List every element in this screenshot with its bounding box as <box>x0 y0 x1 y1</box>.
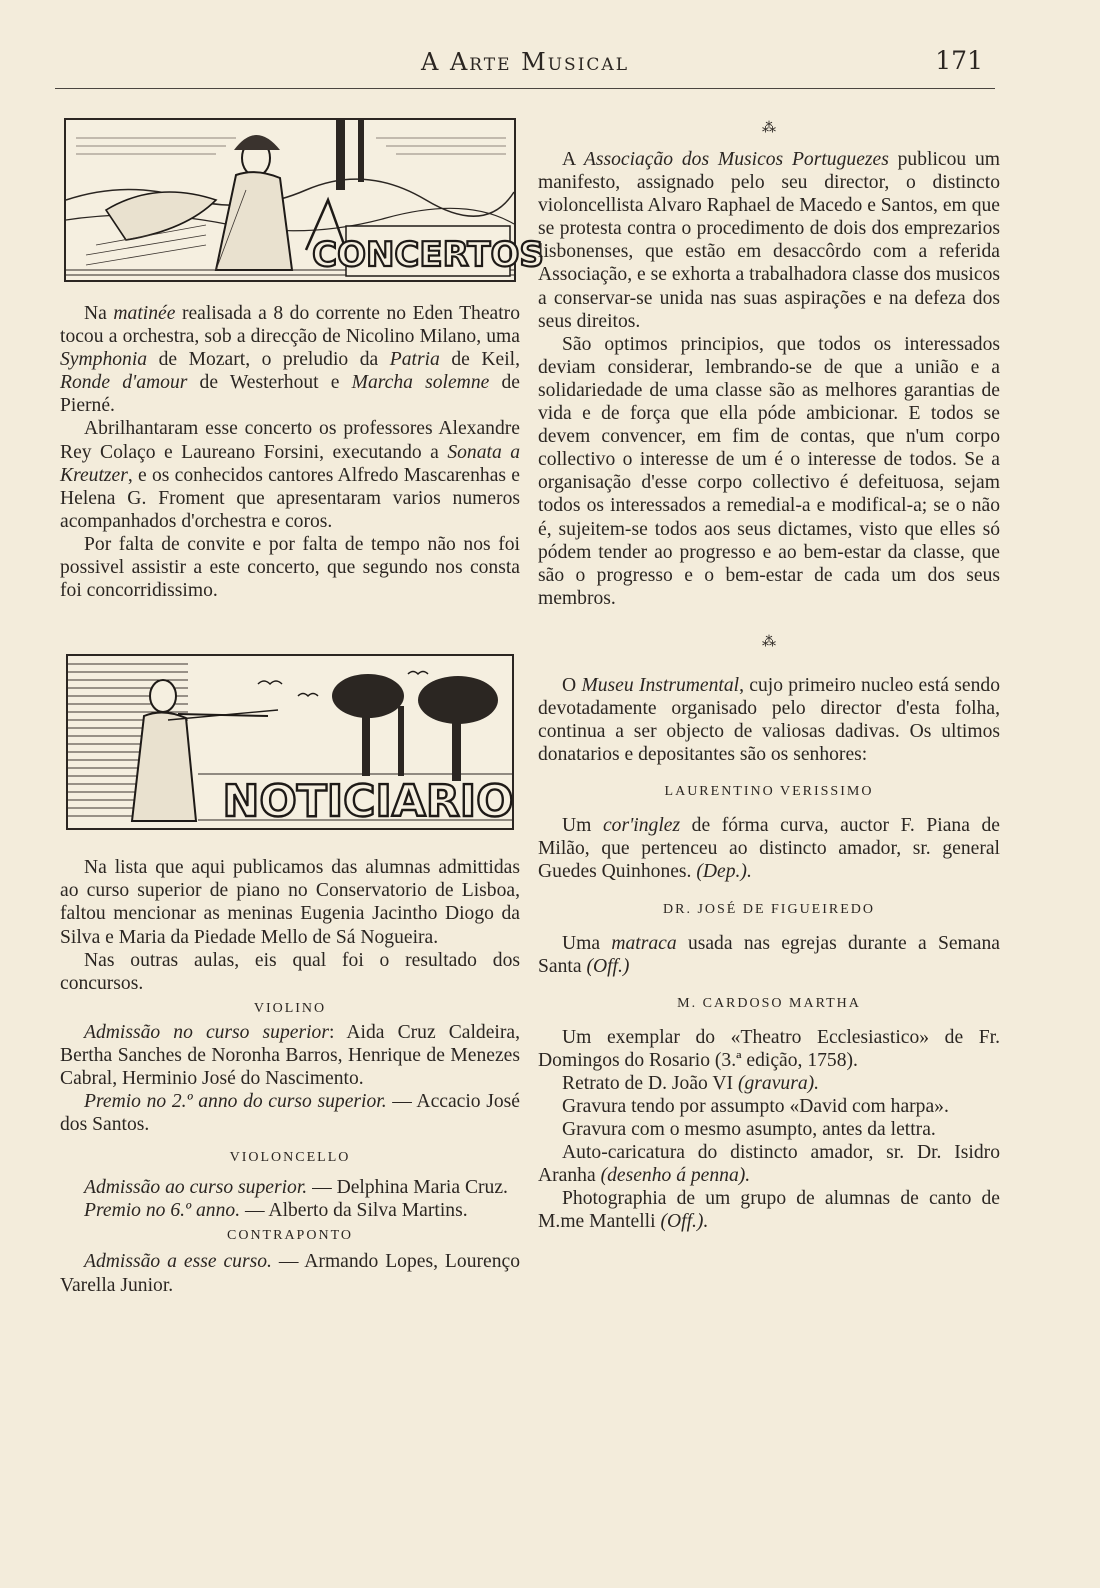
donor-heading: LAURENTINO VERISSIMO <box>664 784 874 800</box>
italic-run: matinée <box>113 303 176 324</box>
donation-item <box>538 814 1000 883</box>
text-run: usada nas egrejas durante a Semana Santa <box>538 932 1000 977</box>
noticiario-paragraph-2 <box>60 949 520 995</box>
text-run: realisada a 8 do corrente no Eden Theatro tocou a orchestra, sob a direcção de Nicolino Milano, uma <box>60 303 521 348</box>
text-run: Gravura com o mesmo asumpto, antes da lettra. <box>562 1119 936 1141</box>
text-run: , e os conhecidos cantores Alfredo Mascarenhas e Helena G. Froment que apresentaram varios numeros acompanhados d'orchestra e coros. <box>60 464 520 532</box>
noticiario-vignette <box>66 654 514 830</box>
italic-run: Premio no 6.º anno. <box>84 1200 241 1222</box>
violino-admissao <box>60 1021 520 1090</box>
italic-run: Symphonia <box>60 349 148 371</box>
text-run: O <box>562 674 582 696</box>
contraponto-heading: CONTRAPONTO <box>227 1228 353 1244</box>
italic-run: Patria <box>389 349 440 371</box>
italic-run: Admissão no curso superior <box>84 1021 329 1043</box>
text-run: Photographia de um grupo de alumnas de canto de M.me Mantelli <box>538 1188 1000 1233</box>
right-column <box>538 118 1000 1234</box>
italic-run: (Off.) <box>586 955 630 977</box>
text-run: de Westerhout e <box>187 372 352 394</box>
italic-run: Associação dos Musicos Portuguezes <box>583 149 889 170</box>
text-run: Um exemplar do «Theatro Ecclesiastico» de Fr. Domingos do Rosario (3.ª edição, 1758). <box>538 1026 1000 1071</box>
concertos-vignette <box>64 118 544 282</box>
violoncello-admissao <box>60 1176 520 1199</box>
concertos-paragraph-1 <box>60 302 520 417</box>
associacao-paragraph-2 <box>538 333 1000 610</box>
donation-item <box>538 1026 1000 1072</box>
italic-run: cor'inglez <box>602 815 681 837</box>
page-number: 171 <box>935 46 983 75</box>
noticiario-paragraph-1 <box>60 856 520 948</box>
italic-run: (desenho á penna). <box>600 1165 751 1187</box>
donor-heading: DR. JOSÉ DE FIGUEIREDO <box>663 901 875 917</box>
text-run: — Accacio José dos Santos. <box>60 1091 520 1136</box>
text-run: publicou um manifesto, assignado pelo seu director, o distincto violoncellista Alvaro Raphael de Macedo e Santos, em que se protesta contra o procedimento de dois dos emprezarios lisbonenses, que estão em desaccôrdo com a referida Associação, e se exhorta a trabalhadora classe dos musicos a conservar-se unida nas suas aspirações e na defeza dos seus direitos. <box>538 149 1001 332</box>
page-header <box>55 44 995 89</box>
violino-premio <box>60 1090 520 1136</box>
violoncello-premio <box>60 1199 520 1222</box>
text-run: de Mozart, o preludio da <box>147 349 390 371</box>
text-run: Na lista que aqui publicamos das alumnas admittidas ao curso superior de piano no Conservatorio de Lisboa, faltou mencionar as meninas Eugenia Jacintho Diogo da Silva e Maria da Piedade Mello de Sá Nogueira. <box>60 857 520 948</box>
text-run: Um <box>562 815 603 837</box>
donation-item <box>538 1095 1000 1118</box>
text-run: Retrato de D. João VI <box>562 1072 738 1094</box>
text-run: — Alberto da Silva Martins. <box>240 1200 468 1222</box>
museu-paragraph-1 <box>538 674 1000 766</box>
text-run: Na <box>84 303 114 324</box>
donation-item <box>538 1072 1000 1095</box>
violoncello-heading: VIOLONCELLO <box>229 1150 351 1166</box>
noticiario-illustration <box>68 656 512 828</box>
contraponto-admissao <box>60 1250 520 1296</box>
italic-run: (gravura). <box>737 1072 820 1094</box>
text-run: — Armando Lopes, Lourenço Varella Junior. <box>60 1251 520 1296</box>
text-run: Gravura tendo por assumpto «David com harpa». <box>562 1096 949 1117</box>
donation-item <box>538 1118 1000 1141</box>
concertos-vignette-label: CONCERTOS <box>312 235 544 275</box>
section-separator-stars: ⁂ <box>762 120 776 136</box>
text-run: de Pierné. <box>60 372 520 417</box>
violino-heading: VIOLINO <box>253 1000 327 1016</box>
italic-run: Marcha solemne <box>351 372 490 394</box>
italic-run: Admissão ao curso superior. <box>84 1177 308 1199</box>
text-run: — Delphina Maria Cruz. <box>307 1177 508 1199</box>
donation-item <box>538 1141 1000 1187</box>
italic-run: Premio no 2.º anno do curso superior. <box>84 1091 387 1113</box>
italic-run: (Dep.). <box>696 861 752 883</box>
concertos-paragraph-3 <box>60 533 520 602</box>
italic-run: Admissão a esse curso. <box>84 1251 272 1273</box>
text-run: de Keil, <box>439 349 520 371</box>
italic-run: Ronde d'amour <box>60 372 188 394</box>
donor-heading: M. CARDOSO MARTHA <box>677 995 861 1011</box>
associacao-paragraph-1 <box>538 148 1000 333</box>
text-run: Uma <box>562 932 612 954</box>
journal-title: A Arte Musical <box>420 48 629 76</box>
text-run: São optimos principios, que todos os interessados deviam considerar, lembrando-se de que a união e a solidariedade de uma classe são as melhores garantias de vida e de força que ella póde ambicionar. E todos se devem convencer, em fim de contas, que n'um corpo collectivo o interesse de um é o interesse de todos. Se a organisação d'esse corpo collectivo é defeituosa, sejam todos os interessados a remedial-a e modifical-a; se o não é, sujeitem-se todos aos seus dictames, visto que elles só pódem tender ao progresso e ao bem-estar da classe, que são o progresso e o bem-estar de cada um dos seus membros. <box>538 333 1000 609</box>
text-run: , cujo primeiro nucleo está sendo devotadamente organisado pelo director d'esta folha, continua a ser objecto de valiosas dadivas. Os ultimos donatarios e depositantes são os senhores: <box>538 674 1000 766</box>
concertos-paragraph-2 <box>60 417 520 532</box>
text-run: A <box>562 149 584 170</box>
text-run: Abrilhantaram esse concerto os professores Alexandre Rey Colaço e Laureano Forsini, executando a <box>60 418 520 463</box>
section-separator-stars: ⁂ <box>762 633 776 650</box>
text-run: de fórma curva, auctor F. Piana de Milão, que pertenceu ao distincto amador, sr. general Guedes Quinhones. <box>538 815 1000 883</box>
text-run: Auto-caricatura do distincto amador, sr. Dr. Isidro Aranha <box>538 1142 1000 1187</box>
donation-item <box>538 1187 1000 1233</box>
italic-run: Sonata a Kreutzer <box>60 441 520 486</box>
donation-item <box>538 932 1000 978</box>
italic-run: matraca <box>611 932 677 954</box>
noticiario-vignette-label: NOTICIARIO <box>222 776 514 828</box>
italic-run: Museu Instrumental <box>581 674 740 696</box>
text-run: : Aida Cruz Caldeira, Bertha Sanches de Noronha Barros, Henrique de Menezes Cabral, Herminio José do Nascimento. <box>60 1021 520 1089</box>
text-run: Nas outras aulas, eis qual foi o resultado dos concursos. <box>60 949 520 994</box>
concertos-illustration <box>66 120 544 280</box>
text-run: Por falta de convite e por falta de tempo não nos foi possivel assistir a este concerto, que segundo nos consta foi concorridissimo. <box>60 533 520 602</box>
italic-run: (Off.). <box>660 1211 709 1233</box>
left-column <box>60 118 544 1297</box>
